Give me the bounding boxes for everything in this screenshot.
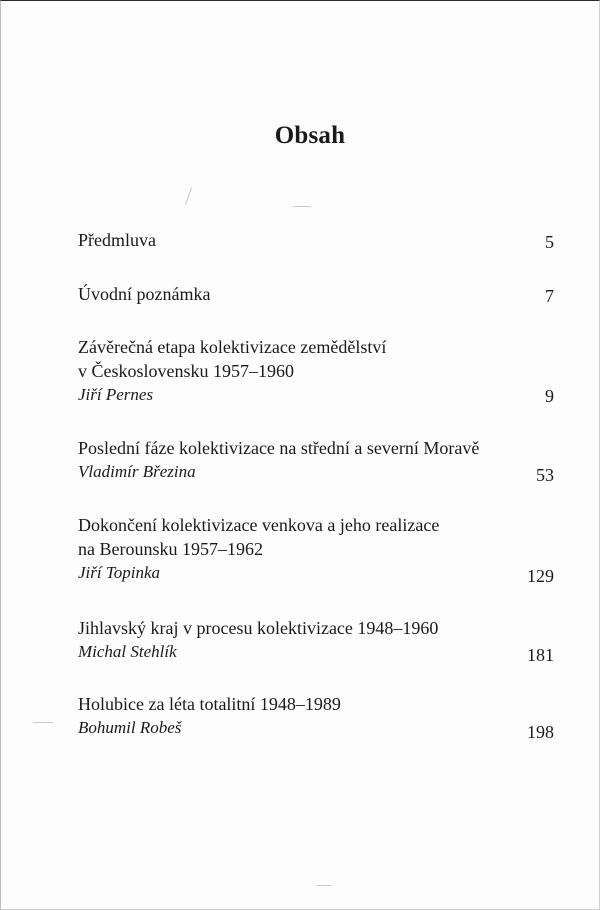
scan-mark [293,206,311,207]
toc-entry-title: Dokončení kolektivizace venkova a jeho realizace [78,515,440,535]
toc-page-number: 198 [527,722,554,742]
toc-entry [78,513,554,585]
toc-entry-author: Jiří Topinka [78,563,161,582]
toc-entry-title: na Berounsku 1957–1962 [78,539,263,559]
toc-page-number: 181 [527,645,554,665]
toc-entry-title: v Československu 1957–1960 [78,361,294,381]
toc-entry-author: Bohumil Robeš [78,718,182,737]
toc-entry [78,616,554,664]
toc-entry-title: Závěrečná etapa kolektivizace zemědělství [78,337,387,357]
toc-entry-title: Holubice za léta totalitní 1948–1989 [78,694,341,714]
toc-entry [78,692,554,740]
toc-entry-title: Předmluva [78,230,156,250]
scan-mark [33,722,53,723]
toc-entry-author: Jiří Pernes [78,385,154,404]
toc-entry [78,335,554,407]
toc-entry-title: Úvodní poznámka [78,284,211,304]
scan-mark [317,885,331,886]
toc-page-number: 129 [527,566,554,586]
toc-page-number: 7 [545,286,554,306]
toc-entry-title: Jihlavský kraj v procesu kolektivizace 1948–1960 [78,618,439,638]
page-title: Obsah [274,122,346,149]
toc-entry-title: Poslední fáze kolektivizace na střední a severní Moravě [78,438,480,458]
scan-mark [185,187,192,204]
toc-entry [78,436,554,484]
toc-entry-author: Michal Stehlík [78,642,177,661]
toc-entry-author: Vladimír Březina [78,462,196,481]
toc-entry [78,282,554,306]
toc-page-number: 5 [545,232,554,252]
toc-page-number: 9 [545,386,554,406]
toc-entry [78,228,554,252]
toc-page-number: 53 [536,465,554,485]
